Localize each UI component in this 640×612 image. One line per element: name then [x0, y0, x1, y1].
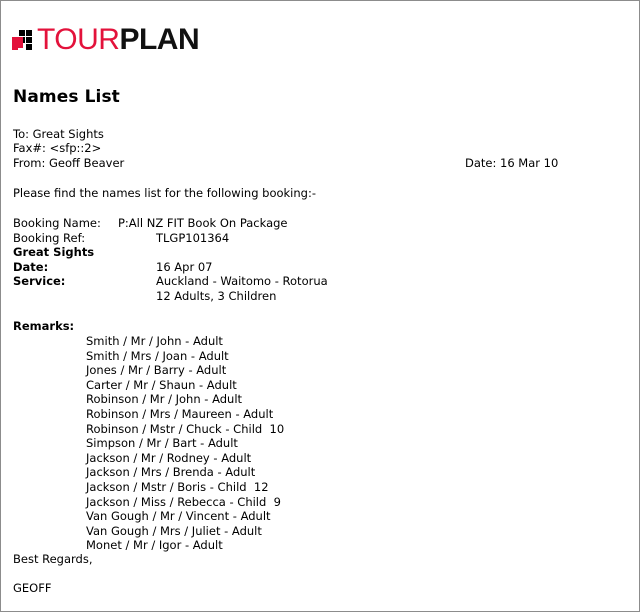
- service-label: Service:: [13, 274, 66, 288]
- passenger-name-row: Smith / Mrs / Joan - Adult: [86, 348, 229, 363]
- passenger-name-row: Jackson / Mr / Rodney - Adult: [86, 450, 252, 465]
- page-title: Names List: [13, 87, 120, 107]
- sender-line: From: Geoff Beaver: [13, 156, 125, 170]
- logo-accent-square-icon: [12, 37, 23, 48]
- booking-detail-row: [13, 289, 276, 304]
- booking-ref-value: TLGP101364: [156, 231, 230, 245]
- passenger-name-row: Carter / Mr / Shaun - Adult: [86, 377, 237, 392]
- passenger-name-row: Simpson / Mr / Bart - Adult: [86, 436, 238, 451]
- pax-count-value: 12 Adults, 3 Children: [156, 289, 277, 303]
- service-date-label: Date:: [13, 260, 49, 274]
- booking-name-label: Booking Name:: [13, 216, 101, 230]
- recipient-line: To: Great Sights: [13, 127, 104, 141]
- document-date: Date: 16 Mar 10: [465, 156, 559, 170]
- brand-wordmark-plan: PLAN: [119, 23, 200, 56]
- brand-logo: [12, 25, 199, 55]
- passenger-name-row: Robinson / Mrs / Maureen - Adult: [86, 406, 274, 421]
- passenger-name-row: Van Gough / Mrs / Juliet - Adult: [86, 523, 262, 538]
- passenger-names-list: [86, 334, 284, 553]
- service-value: Auckland - Waitomo - Rotorua: [156, 274, 328, 288]
- passenger-name-row: Jackson / Mrs / Brenda - Adult: [86, 465, 256, 480]
- passenger-name-row: Robinson / Mr / John - Adult: [86, 392, 243, 407]
- service-date-value: 16 Apr 07: [156, 260, 213, 274]
- brand-wordmark: [37, 25, 199, 55]
- passenger-name-row: Robinson / Mstr / Chuck - Child 10: [86, 421, 285, 436]
- remarks-label: Remarks:: [13, 319, 75, 333]
- signature-name: GEOFF: [13, 581, 52, 595]
- intro-paragraph: Please find the names list for the following booking:-: [13, 186, 316, 200]
- passenger-name-row: Jackson / Miss / Rebecca - Child 9: [86, 494, 281, 509]
- fax-line: Fax#: <sfp::2>: [13, 141, 102, 155]
- closing-line: Best Regards,: [13, 552, 93, 566]
- booking-name-value: P:All NZ FIT Book On Package: [118, 216, 288, 230]
- booking-detail-row: [13, 274, 328, 289]
- brand-wordmark-tour: TOUR: [37, 23, 120, 56]
- passenger-name-row: Jackson / Mstr / Boris - Child 12: [86, 479, 269, 494]
- booking-detail-row: [13, 216, 288, 231]
- booking-ref-label: Booking Ref:: [13, 231, 86, 245]
- supplier-name-label: Great Sights: [13, 245, 95, 259]
- booking-detail-row: [13, 260, 212, 275]
- pax-count-label: [13, 289, 118, 304]
- booking-detail-row: [13, 231, 229, 246]
- passenger-name-row: Monet / Mr / Igor - Adult: [86, 538, 223, 553]
- booking-detail-row: [13, 245, 156, 260]
- passenger-name-row: Smith / Mr / John - Adult: [86, 334, 223, 348]
- passenger-name-row: Jones / Mr / Barry - Adult: [86, 363, 227, 378]
- passenger-name-row: Van Gough / Mr / Vincent - Adult: [86, 509, 271, 524]
